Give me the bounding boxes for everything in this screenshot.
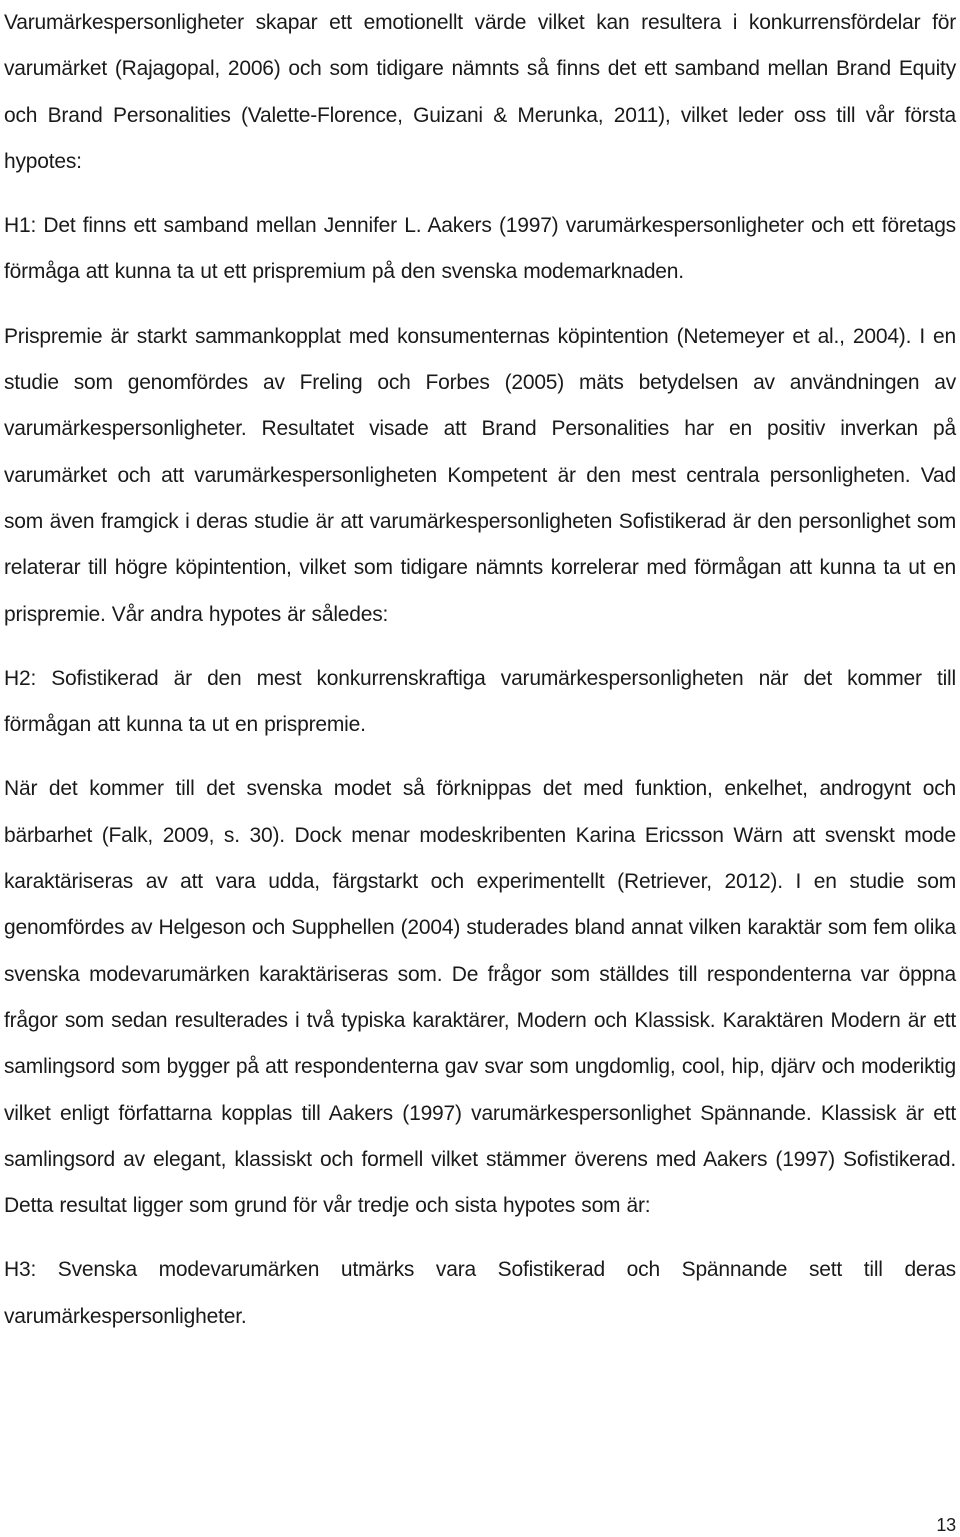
page-number: 13	[936, 1515, 956, 1535]
hypothesis-h1: H1: Det finns ett samband mellan Jennifer L. Aakers (1997) varumärkespersonligheter och ett företags förmåga att kunna ta ut ett prispremium på den svenska modemarknaden.	[4, 214, 956, 284]
paragraph-intro: Varumärkespersonligheter skapar ett emotionellt värde vilket kan resultera i konkurrensfördelar för varumärket (Rajagopal, 2006) och som tidigare nämnts så finns det ett samband mellan Brand Equity och Brand Personalities (Valette-Florence, Guizani & Merunka, 2011), vilket leder oss till vår första hypotes:	[4, 11, 956, 173]
paragraph-gap	[4, 748, 956, 766]
document-body	[4, 0, 956, 1340]
paragraph-gap	[4, 1229, 956, 1247]
paragraph-swedish-fashion: När det kommer till det svenska modet så förknippas det med funktion, enkelhet, androgynt och bärbarhet (Falk, 2009, s. 30). Dock menar modeskribenten Karina Ericsson Wärn att svenskt mode karaktäriseras av att vara udda, färgstarkt och experimentellt (Retriever, 2012). I en studie som genomfördes av Helgeson och Supphellen (2004) studerades bland annat vilken karaktär som fem olika svenska modevarumärken karaktäriseras som. De frågor som ställdes till respondenterna var öppna frågor som sedan resulterades i två typiska karaktärer, Modern och Klassisk. Karaktären Modern är ett samlingsord som bygger på att respondenterna gav svar som ungdomlig, cool, hip, djärv och moderiktig vilket enligt författarna kopplas till Aakers (1997) varumärkespersonlighet Spännande. Klassisk är ett samlingsord av elegant, klassiskt och formell vilket stämmer överens med Aakers (1997) Sofistikerad. Detta resultat ligger som grund för vår tredje och sista hypotes som är:	[4, 777, 956, 1218]
hypothesis-h2: H2: Sofistikerad är den mest konkurrenskraftiga varumärkespersonligheten när det kommer till förmågan att kunna ta ut en prispremie.	[4, 666, 956, 737]
paragraph-price-premium: Prispremie är starkt sammankopplat med konsumenternas köpintention (Netemeyer et al., 2004). I en studie som genomfördes av Freling och Forbes (2005) mäts betydelsen av användningen av varumärkespersonligheter. Resultatet visade att Brand Personalities har en positiv inverkan på varumärket och att varumärkespersonligheten Kompetent är den mest centrala personligheten. Vad som även framgick i deras studie är att varumärkespersonligheten Sofistikerad är den personlighet som relaterar till högre köpintention, vilket som tidigare nämnts korrelerar med förmågan att kunna ta ut en prispremie. Vår andra hypotes är således:	[4, 324, 956, 626]
paragraph-gap	[4, 638, 956, 656]
paragraph-gap	[4, 296, 956, 314]
hypothesis-h3: H3: Svenska modevarumärken utmärks vara Sofistikerad och Spännande sett till deras varumärkespersonligheter.	[4, 1258, 956, 1328]
paragraph-gap	[4, 185, 956, 203]
